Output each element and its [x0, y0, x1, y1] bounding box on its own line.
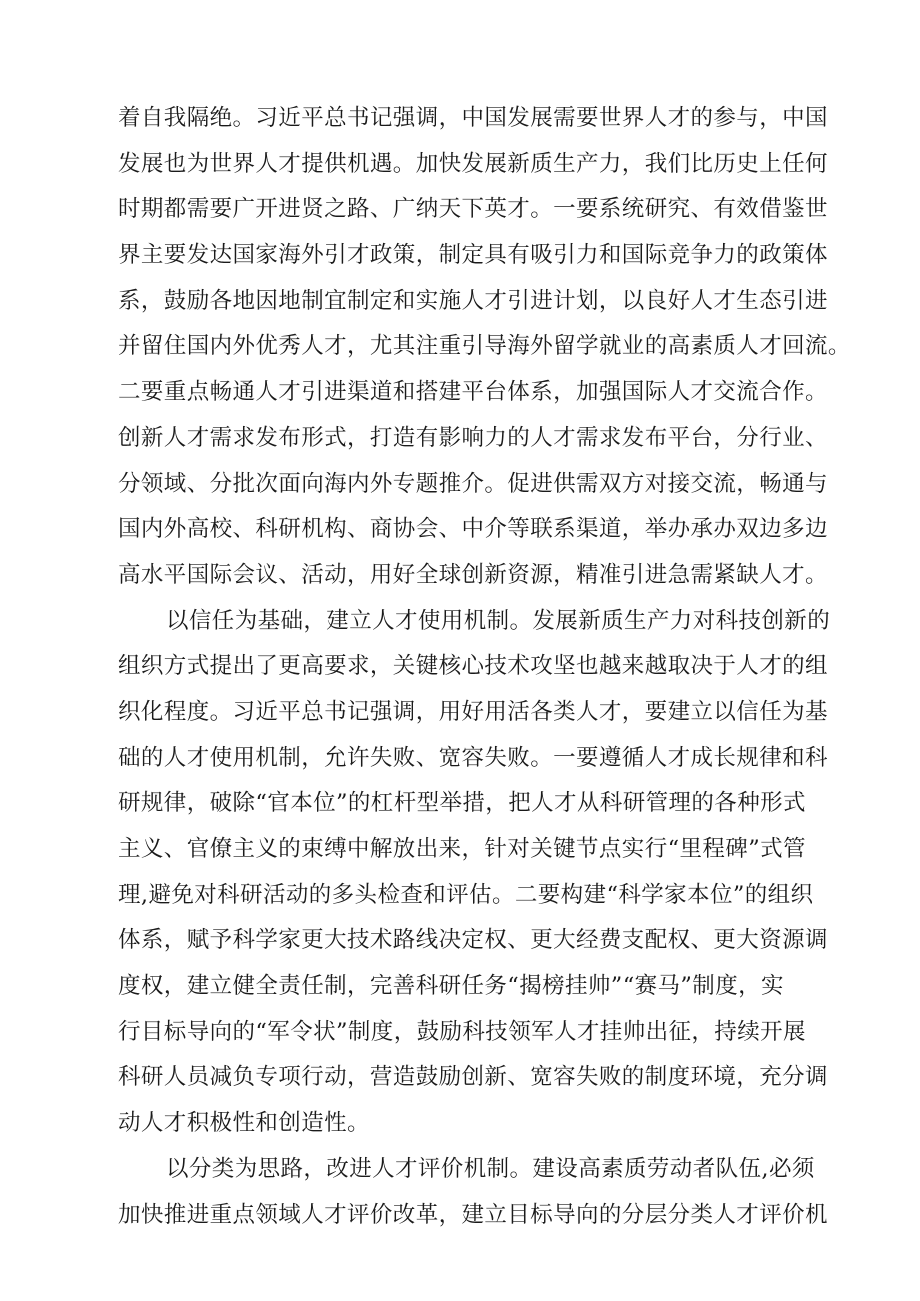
text-line: 组织方式提出了更高要求，关键核心技术攻坚也越来越取决于人才的组 [118, 653, 828, 680]
text-line: 行目标导向的“军令状”制度，鼓励科技领军人才挂帅出征，持续开展 [118, 1018, 806, 1045]
text-line: 创新人才需求发布形式，打造有影响力的人才需求发布平台，分行业、 [118, 424, 828, 451]
text-line: 分领域、分批次面向海内外专题推介。促进供需双方对接交流，畅通与 [118, 470, 828, 497]
text-line: 研规律，破除“官本位”的杠杆型举措，把人才从科研管理的各种形式 [118, 790, 806, 817]
document-body [118, 96, 858, 1238]
text-line: 加快推进重点领域人才评价改革，建立目标导向的分层分类人才评价机 [118, 1201, 828, 1228]
text-line: 系，鼓励各地因地制宜制定和实施人才引进计划，以良好人才生态引进 [118, 287, 828, 314]
text-line: 主义、官僚主义的束缚中解放出来，针对关键节点实行“里程碑”式管 [118, 836, 806, 862]
text-line: 并留住国内外优秀人才，尤其注重引导海外留学就业的高素质人才回流。 [118, 333, 851, 360]
paragraph-talent-introduction [118, 96, 858, 599]
text-line: 础的人才使用机制，允许失败、宽容失败。一要遵循人才成长规律和科 [118, 744, 828, 771]
text-line: 织化程度。习近平总书记强调，用好用活各类人才，要建立以信任为基 [118, 698, 828, 725]
text-line: 时期都需要广开进贤之路、广纳天下英才。一要系统研究、有效借鉴世 [118, 196, 828, 223]
text-line: 以分类为思路，改进人才评价机制。建设高素质劳动者队伍,必须 [166, 1155, 815, 1182]
text-line: 理,避免对科研活动的多头检查和评估。二要构建“科学家本位”的组织 [118, 881, 814, 908]
text-line: 国内外高校、科研机构、商协会、中介等联系渠道，举办承办双边多边 [118, 516, 828, 543]
paragraph-talent-use-mechanism [118, 599, 858, 1147]
paragraph-talent-evaluation [118, 1147, 858, 1238]
text-line: 着自我隔绝。习近平总书记强调，中国发展需要世界人才的参与，中国 [118, 105, 828, 131]
text-line: 体系，赋予科学家更大技术路线决定权、更大经费支配权、更大资源调 [118, 927, 828, 954]
text-line: 界主要发达国家海外引才政策，制定具有吸引力和国际竞争力的政策体 [118, 242, 828, 269]
text-line: 度权，建立健全责任制，完善科研任务“揭榜挂帅”“赛马”制度，实 [118, 973, 784, 1000]
text-line: 科研人员减负专项行动，营造鼓励创新、宽容失败的制度环境，充分调 [118, 1064, 828, 1091]
text-line: 高水平国际会议、活动，用好全球创新资源，精准引进急需紧缺人才。 [118, 561, 828, 588]
text-line: 发展也为世界人才提供机遇。加快发展新质生产力，我们比历史上任何 [118, 150, 828, 177]
text-line: 二要重点畅通人才引进渠道和搭建平台体系，加强国际人才交流合作。 [118, 379, 828, 406]
text-line: 动人才积极性和创造性。 [118, 1110, 370, 1137]
text-line: 以信任为基础，建立人才使用机制。发展新质生产力对科技创新的 [166, 607, 831, 634]
